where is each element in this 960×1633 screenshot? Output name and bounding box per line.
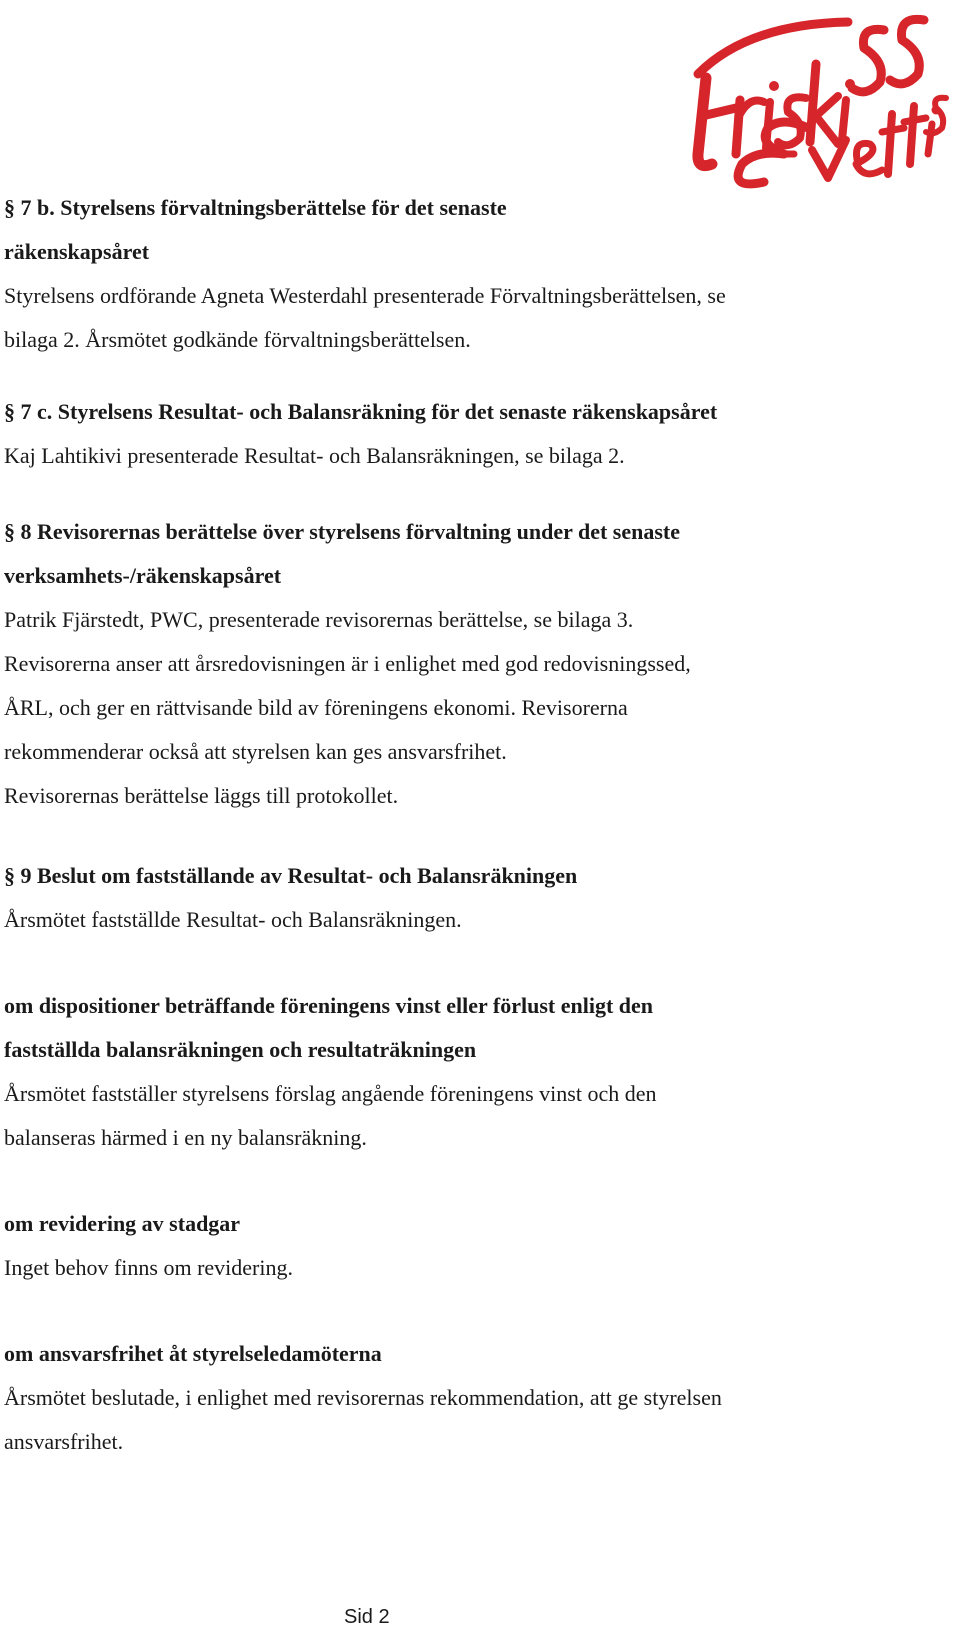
- section-heading: § 7 b. Styrelsens förvaltningsberättelse för det senaste: [4, 195, 507, 220]
- section-heading: om ansvarsfrihet åt styrelseledamöterna: [4, 1341, 382, 1366]
- body-text: ansvarsfrihet.: [4, 1429, 124, 1454]
- document-body: [4, 186, 904, 1464]
- section-heading: § 9 Beslut om fastställande av Resultat- och Balansräkningen: [4, 863, 578, 888]
- page-number: Sid 2: [344, 1606, 390, 1628]
- body-text: Årsmötet fastställde Resultat- och Balansräkningen.: [4, 907, 462, 932]
- body-text: Årsmötet fastställer styrelsens förslag angående föreningens vinst och den: [4, 1081, 657, 1106]
- section-7c: [4, 390, 904, 478]
- section-heading: § 8 Revisorernas berättelse över styrelsens förvaltning under det senaste: [4, 519, 681, 544]
- section-7b: [4, 186, 904, 362]
- section-heading: räkenskapsåret: [4, 239, 150, 264]
- body-text: Kaj Lahtikivi presenterade Resultat- och Balansräkningen, se bilaga 2.: [4, 443, 625, 468]
- section-stadgar: [4, 1202, 904, 1290]
- section-heading: om dispositioner beträffande föreningens vinst eller förlust enligt den: [4, 993, 653, 1018]
- body-text: Styrelsens ordförande Agneta Westerdahl presenterade Förvaltningsberättelsen, se: [4, 283, 726, 308]
- body-text: Patrik Fjärstedt, PWC, presenterade revisorernas berättelse, se bilaga 3.: [4, 607, 634, 632]
- friskis-svettis-logo: [688, 4, 950, 200]
- body-text: Revisorerna anser att årsredovisningen är i enlighet med god redovisningssed,: [4, 651, 691, 676]
- section-9: [4, 854, 904, 942]
- section-ansvarsfrihet: [4, 1332, 904, 1464]
- section-heading: fastställda balansräkningen och resultaträkningen: [4, 1037, 477, 1062]
- body-text: Revisorernas berättelse läggs till protokollet.: [4, 783, 399, 808]
- body-text: Inget behov finns om revidering.: [4, 1255, 293, 1280]
- section-heading: om revidering av stadgar: [4, 1211, 241, 1236]
- body-text: ÅRL, och ger en rättvisande bild av föreningens ekonomi. Revisorerna: [4, 695, 628, 720]
- section-dispositioner: [4, 984, 904, 1160]
- body-text: bilaga 2. Årsmötet godkände förvaltningsberättelsen.: [4, 327, 471, 352]
- section-heading: § 7 c. Styrelsens Resultat- och Balansräkning för det senaste räkenskapsåret: [4, 399, 718, 424]
- body-text: rekommenderar också att styrelsen kan ges ansvarsfrihet.: [4, 739, 507, 764]
- section-8: [4, 510, 904, 818]
- section-heading: verksamhets-/räkenskapsåret: [4, 563, 282, 588]
- body-text: Årsmötet beslutade, i enlighet med revisorernas rekommendation, att ge styrelsen: [4, 1385, 722, 1410]
- body-text: balanseras härmed i en ny balansräkning.: [4, 1125, 367, 1150]
